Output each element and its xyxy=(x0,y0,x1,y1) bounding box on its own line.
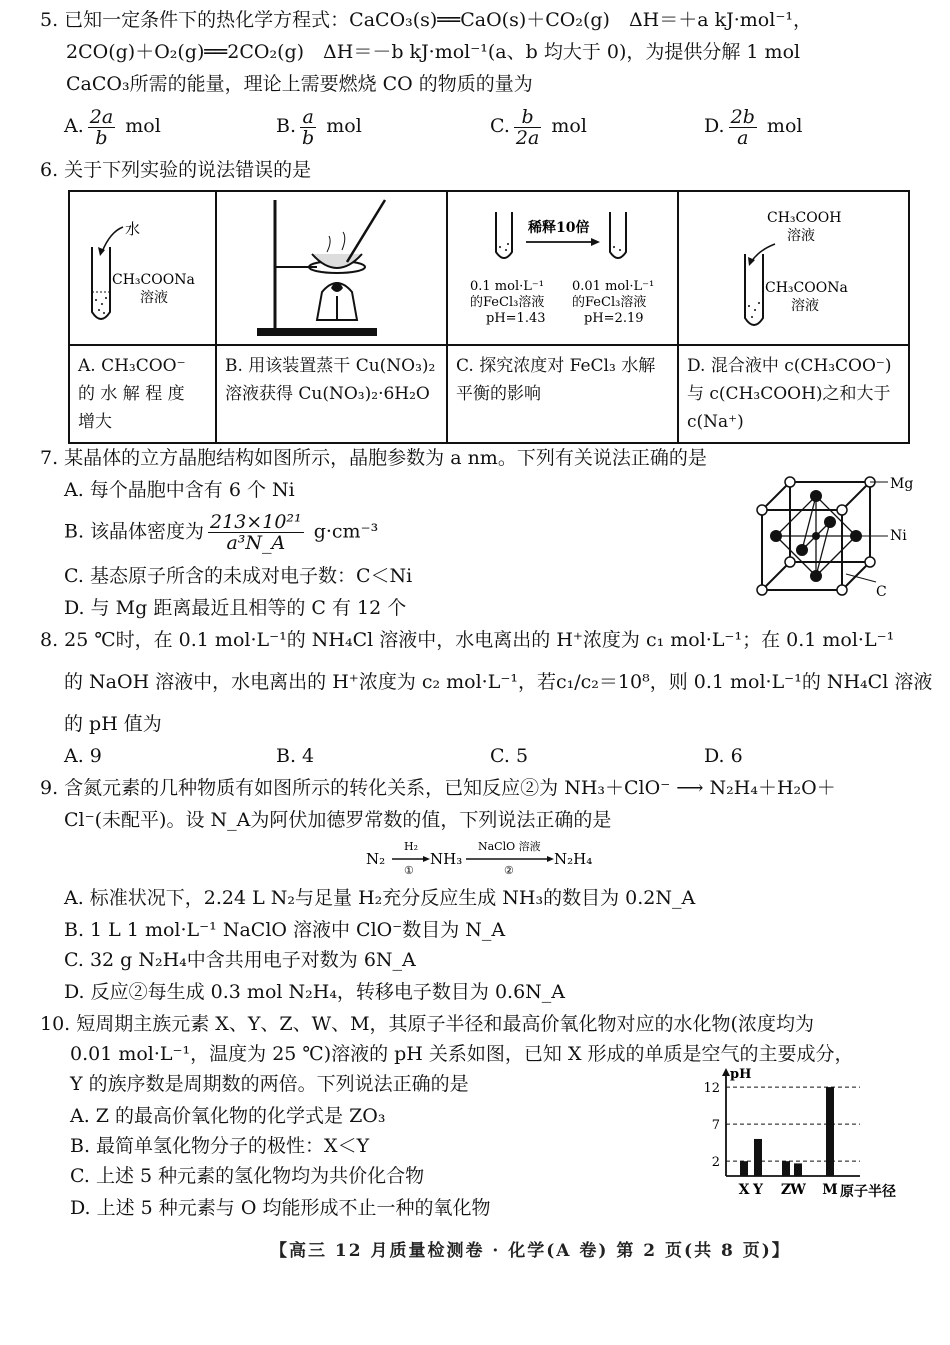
caption-a: A. CH₃COO⁻ 的 水 解 程 度 增大 xyxy=(69,345,216,443)
acid-label: CH₃COOH xyxy=(767,210,842,226)
q6-stem: 6. 关于下列实验的说法错误的是 xyxy=(40,159,312,181)
q8-option-d: D. 6 xyxy=(704,745,743,767)
q5-line2: 2CO(g)＋O₂(g)══2CO₂(g) ΔH＝－b kJ·mol⁻¹(a、b 均大于 0)，为提供分解 1 mol xyxy=(66,41,801,63)
exp-a-figure xyxy=(69,191,216,345)
caption-b: B. 用该装置蒸干 Cu(NO₃)₂ 溶液获得 Cu(NO₃)₂·6H₂O xyxy=(216,345,447,443)
q9-optA: A. 标准状况下，2.24 L N₂与足量 H₂充分反应生成 NH₃的数目为 0.2N_A xyxy=(64,887,696,909)
y-axis-label: pH xyxy=(730,1067,752,1082)
q8-line3: 的 pH 值为 xyxy=(64,713,162,735)
sol-label-2: 溶液 xyxy=(140,290,168,306)
x-label-W: W xyxy=(790,1182,806,1198)
q10-optB: B. 最简单氢化物分子的极性：X＜Y xyxy=(70,1135,370,1157)
dilute-label: 稀释10倍 xyxy=(528,220,590,236)
q9-line2: Cl⁻(未配平)。设 N_A为阿伏加德罗常数的值，下列说法正确的是 xyxy=(64,809,612,831)
nh3-label: NH₃ xyxy=(430,850,463,868)
q9-line1: 9. 含氮元素的几种物质有如图所示的转化关系，已知反应②为 NH₃＋ClO⁻ ⟶ N₂H₄＋H₂O＋ xyxy=(40,777,836,799)
right-sol: 的FeCl₃溶液 xyxy=(572,295,647,310)
q9-optB: B. 1 L 1 mol·L⁻¹ NaClO 溶液中 ClO⁻数目为 N_A xyxy=(64,919,506,941)
q8-option-b: B. 4 xyxy=(276,745,315,767)
q7-optB: B. 该晶体密度为 $\frac{\text{213×10²¹}}{\text{a³N\_A}}$ g·cm⁻³ xyxy=(64,511,379,554)
step2-label: ② xyxy=(504,864,514,877)
q10-line1: 10. 短周期主族元素 X、Y、Z、W、M，其原子半径和最高价氧化物对应的水化物(浓度均为 xyxy=(40,1013,814,1035)
q8-option-c: C. 5 xyxy=(490,745,529,767)
q10-line2: 0.01 mol·L⁻¹，温度为 25 ℃)溶液的 pH 关系如图，已知 X 形成的单质是空气的主要成分， xyxy=(70,1043,854,1065)
q8-line2: 的 NaOH 溶液中，水电离出的 H⁺浓度为 c₂ mol·L⁻¹，若c₁/c₂＝10⁸，则 0.1 mol·L⁻¹的 NH₄Cl 溶液 xyxy=(64,671,933,693)
x-label-Y: Y xyxy=(753,1182,763,1198)
step1-label: ① xyxy=(404,864,414,877)
x-label-Z: Z xyxy=(780,1182,792,1198)
q10-line3: Y 的族序数是周期数的两倍。下列说法正确的是 xyxy=(70,1073,469,1095)
caption-d: D. 混合液中 c(CH₃COO⁻) 与 c(CH₃COOH)之和大于 c(Na⁺) xyxy=(678,345,909,443)
q7-optD: D. 与 Mg 距离最近且相等的 C 有 12 个 xyxy=(64,597,407,619)
acid-sol-label: 溶液 xyxy=(787,228,815,244)
bar-X xyxy=(740,1161,748,1176)
q5-option-c: C. $\frac{b}{2a}$ mol xyxy=(490,105,587,149)
ni-label: Ni xyxy=(890,528,907,544)
x-axis-label: 原子半径 xyxy=(840,1184,896,1200)
experiment-table xyxy=(68,190,910,444)
q5-line1: 5. 已知一定条件下的热化学方程式：CaCO₃(s)══CaO(s)＋CO₂(g) ΔH＝＋a kJ·mol⁻¹， xyxy=(40,9,812,31)
sol-label-1: CH₃COONa xyxy=(112,272,195,288)
x-label-X: X xyxy=(738,1182,750,1198)
q10-optC: C. 上述 5 种元素的氢化物均为共价化合物 xyxy=(70,1165,425,1187)
left-sol: 的FeCl₃溶液 xyxy=(470,295,545,310)
n2-label: N₂ xyxy=(366,850,386,868)
q10-optD: D. 上述 5 种元素与 O 均能形成不止一种的氧化物 xyxy=(70,1197,491,1219)
salt-label: CH₃COONa xyxy=(765,280,848,296)
y-tick-label: 7 xyxy=(711,1118,720,1134)
y-tick-label: 2 xyxy=(711,1155,720,1171)
q9-optC: C. 32 g N₂H₄中含共用电子对数为 6N_A xyxy=(64,949,416,971)
h2-label: H₂ xyxy=(404,840,419,853)
mg-label: Mg xyxy=(890,476,914,492)
water-label: 水 xyxy=(125,220,141,238)
right-conc: 0.01 mol·L⁻¹ xyxy=(572,279,655,294)
q8-line1: 8. 25 ℃时，在 0.1 mol·L⁻¹的 NH₄Cl 溶液中，水电离出的 H⁺浓度为 c₁ mol·L⁻¹；在 0.1 mol·L⁻¹ xyxy=(40,629,895,651)
bar-W xyxy=(794,1163,802,1176)
exp-c-figure xyxy=(447,191,678,345)
left-ph: pH=1.43 xyxy=(486,311,546,326)
q5-option-b: B. $\frac{a}{b}$ mol xyxy=(276,105,362,149)
exp-d-figure xyxy=(678,191,909,345)
bar-Y xyxy=(754,1139,762,1176)
reaction-scheme xyxy=(366,836,616,880)
q7-stem: 7. 某晶体的立方晶胞结构如图所示，晶胞参数为 a nm。下列有关说法正确的是 xyxy=(40,447,707,469)
crystal-cell-diagram xyxy=(750,470,920,600)
c-label: C xyxy=(876,584,887,600)
exp-b-figure xyxy=(216,191,447,345)
q5-line3: CaCO₃所需的能量，理论上需要燃烧 CO 的物质的量为 xyxy=(66,73,533,95)
q10-optA: A. Z 的最高价氧化物的化学式是 ZO₃ xyxy=(70,1105,386,1127)
ph-radius-chart xyxy=(690,1066,920,1216)
q9-optD: D. 反应②每生成 0.3 mol N₂H₄，转移电子数目为 0.6N_A xyxy=(64,981,566,1003)
y-tick-label: 12 xyxy=(703,1081,720,1097)
left-conc: 0.1 mol·L⁻¹ xyxy=(470,279,544,294)
right-ph: pH=2.19 xyxy=(584,311,644,326)
y-axis-arrow xyxy=(722,1068,730,1076)
n2h4-label: N₂H₄ xyxy=(554,850,593,868)
page-footer: 【高三 12 月质量检测卷 · 化学(A 卷) 第 2 页(共 8 页)】 xyxy=(270,1241,791,1261)
bar-Z xyxy=(782,1161,790,1176)
x-label-M: M xyxy=(822,1182,838,1198)
q5-option-a: A. $\frac{2a}{b}$ mol xyxy=(64,105,161,149)
q5-option-d: D. $\frac{2b}{a}$ mol xyxy=(704,105,803,149)
salt-sol-label: 溶液 xyxy=(791,298,819,314)
bar-M xyxy=(826,1087,834,1176)
q7-optA: A. 每个晶胞中含有 6 个 Ni xyxy=(64,479,295,501)
q8-option-a: A. 9 xyxy=(64,745,102,767)
q7-optC: C. 基态原子所含的未成对电子数：C＜Ni xyxy=(64,565,413,587)
caption-c: C. 探究浓度对 FeCl₃ 水解平衡的影响 xyxy=(447,345,678,443)
naclo-label: NaClO 溶液 xyxy=(478,840,541,853)
